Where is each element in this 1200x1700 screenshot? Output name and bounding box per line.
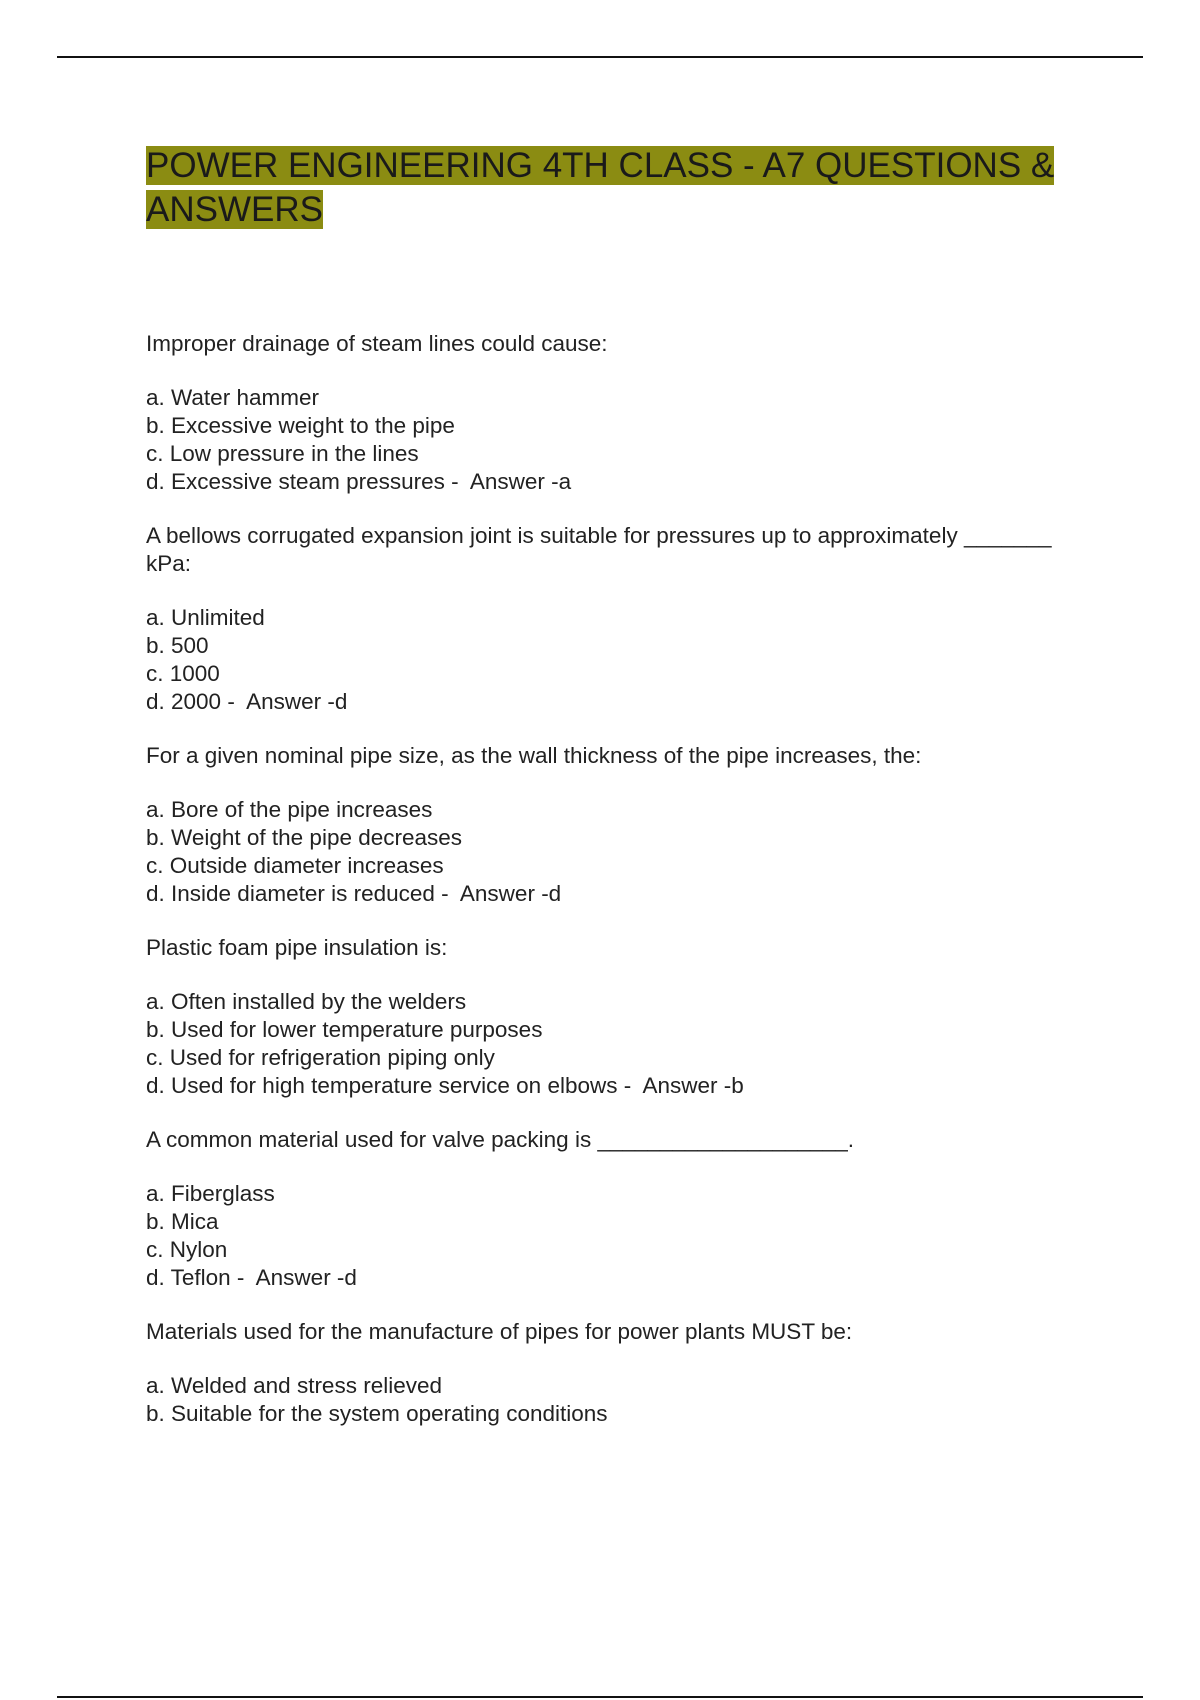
answer-option: d. Excessive steam pressures - Answer -a bbox=[146, 469, 572, 494]
answer-option: a. Bore of the pipe increases bbox=[146, 797, 433, 822]
answer-options bbox=[146, 1180, 1066, 1292]
question-prompt: A bellows corrugated expansion joint is suitable for pressures up to approximately _______ kPa: bbox=[146, 523, 1052, 576]
answer-option: d. 2000 - Answer -d bbox=[146, 689, 348, 714]
question-block bbox=[146, 522, 1066, 716]
question-prompt: Materials used for the manufacture of pipes for power plants MUST be: bbox=[146, 1319, 853, 1344]
answer-options bbox=[146, 988, 1066, 1100]
document-body bbox=[146, 144, 1066, 1454]
question-block bbox=[146, 1126, 1066, 1292]
answer-options bbox=[146, 384, 1066, 496]
answer-options bbox=[146, 1372, 1066, 1428]
question-prompt: A common material used for valve packing is ____________________. bbox=[146, 1127, 854, 1152]
answer-option: c. Nylon bbox=[146, 1237, 228, 1262]
answer-option: b. Weight of the pipe decreases bbox=[146, 825, 463, 850]
answer-option: c. Low pressure in the lines bbox=[146, 441, 419, 466]
answer-option: b. Suitable for the system operating conditions bbox=[146, 1401, 608, 1426]
page-title-text: POWER ENGINEERING 4TH CLASS - A7 QUESTIONS & ANSWERS bbox=[146, 146, 1055, 229]
page-title bbox=[146, 144, 1066, 232]
answer-option: b. Used for lower temperature purposes bbox=[146, 1017, 543, 1042]
answer-option: c. 1000 bbox=[146, 661, 220, 686]
question-block bbox=[146, 742, 1066, 908]
answer-option: d. Used for high temperature service on elbows - Answer -b bbox=[146, 1073, 744, 1098]
answer-option: d. Inside diameter is reduced - Answer -d bbox=[146, 881, 562, 906]
answer-option: c. Used for refrigeration piping only bbox=[146, 1045, 495, 1070]
answer-options bbox=[146, 796, 1066, 908]
answer-option: c. Outside diameter increases bbox=[146, 853, 444, 878]
question-prompt: For a given nominal pipe size, as the wall thickness of the pipe increases, the: bbox=[146, 743, 922, 768]
answer-option: a. Water hammer bbox=[146, 385, 319, 410]
answer-option: b. Excessive weight to the pipe bbox=[146, 413, 455, 438]
question-prompt: Plastic foam pipe insulation is: bbox=[146, 935, 448, 960]
answer-option: b. Mica bbox=[146, 1209, 219, 1234]
top-rule bbox=[57, 56, 1143, 58]
question-prompt: Improper drainage of steam lines could cause: bbox=[146, 331, 608, 356]
answer-option: a. Fiberglass bbox=[146, 1181, 275, 1206]
question-block bbox=[146, 934, 1066, 1100]
question-block bbox=[146, 330, 1066, 496]
bottom-rule bbox=[57, 1696, 1143, 1698]
answer-option: a. Often installed by the welders bbox=[146, 989, 467, 1014]
answer-option: a. Unlimited bbox=[146, 605, 265, 630]
answer-option: b. 500 bbox=[146, 633, 209, 658]
question-block bbox=[146, 1318, 1066, 1428]
answer-option: a. Welded and stress relieved bbox=[146, 1373, 442, 1398]
question-list bbox=[146, 330, 1066, 1428]
answer-options bbox=[146, 604, 1066, 716]
answer-option: d. Teflon - Answer -d bbox=[146, 1265, 357, 1290]
